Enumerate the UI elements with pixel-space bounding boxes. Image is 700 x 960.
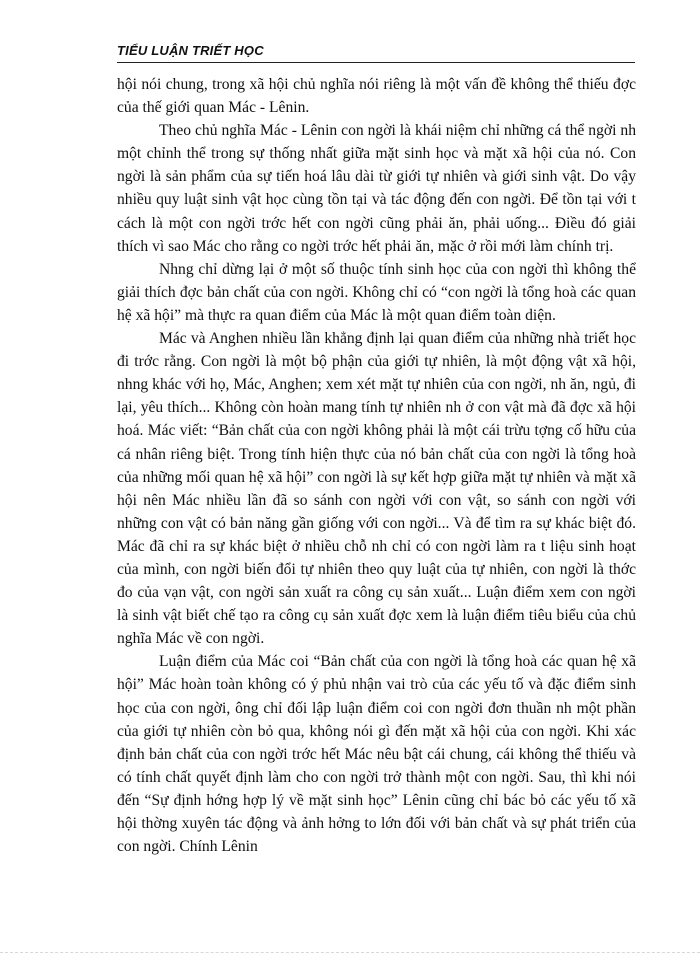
paragraph: Nhng chỉ dừng lại ở một số thuộc tính sinh học của con ngời thì không thể giải thích đợc bản chất của con ngời. Không chỉ có “con ngời là tổng hoà các quan hệ xã hội” mà thực ra quan điểm của Mác là một quan điểm toàn diện. (117, 260, 636, 324)
body-text (117, 73, 636, 858)
paragraph: Theo chủ nghĩa Mác - Lênin con ngời là khái niệm chỉ những cá thể ngời nh một chỉnh thể trong sự thống nhất giữa mặt sinh học và mặt xã hội của nó. Con ngời là sản phẩm của sự tiến hoá lâu dài từ giới tự nhiên và giới sinh vật. Do vậy nhiều quy luật sinh vật học cùng tồn tại và tác động đến con ngời. Để tồn tại với t cách là một con ngời trớc hết con ngời cũng phải ăn, phải uống... Điều đó giải thích vì sao Mác cho rằng co ngời trớc hết phải ăn, mặc ở rồi mới làm chính trị. (117, 122, 636, 255)
paragraph: Mác và Anghen nhiều lần khẳng định lại quan điểm của những nhà triết học đi trớc rằng. Con ngời là một bộ phận của giới tự nhiên, là một động vật xã hội, nhng khác với họ, Mác, Anghen; xem xét mặt tự nhiên của con ngời, nh ăn, ngủ, đi lại, yêu thích... Không còn hoàn mang tính tự nhiên nh ở con vật mà đã đợc xã hội hoá. Mác viết: “Bản chất của con ngời không phải là một cái trừu tợng cố hữu của cá nhân riêng biệt. Trong tính hiện thực của nó bản chất của con ngời là tổng hoà của những mối quan hệ xã hội” con ngời là sự kết hợp giữa mặt tự nhiên và mặt xã hội nên Mác nhiều lần đã so sánh con ngời với con vật, so sánh con ngời với những con vật có bản năng gần giống với con ngời... Và để tìm ra sự khác biệt đó. Mác đã chỉ ra sự khác biệt ở nhiều chỗ nh chỉ có con ngời làm ra t liệu sinh hoạt của mình, con ngời biến đổi tự nhiên theo quy luật của tự nhiên, con ngời là thớc đo của vạn vật, con ngời sản xuất ra công cụ sản xuất... Luận điểm xem con ngời là sinh vật biết chế tạo ra công cụ sản xuất đợc xem là luận điểm tiêu biểu của chủ nghĩa Mác về con ngời. (117, 330, 636, 648)
paragraph: hội nói chung, trong xã hội chủ nghĩa nói riêng là một vấn đề không thể thiếu đợc của thế giới quan Mác - Lênin. (117, 76, 636, 117)
page-header (117, 40, 635, 63)
page-footer-line (0, 952, 700, 953)
header-title: TIỂU LUẬN TRIẾT HỌC (117, 43, 264, 58)
paragraph: Luận điểm của Mác coi “Bản chất của con ngời là tổng hoà các quan hệ xã hội” Mác hoàn toàn không có ý phủ nhận vai trò của các yếu tố và đặc điểm sinh học của con ngời, ông chỉ đối lập luận điểm coi con ngời đơn thuần nh một phần của giới tự nhiên còn bỏ qua, không nói gì đến mặt xã hội của con ngời. Khi xác định bản chất của con ngời trớc hết Mác nêu bật cái chung, cái không thể thiếu và có tính chất quyết định làm cho con ngời trở thành một con ngời. Sau, thì khi nói đến “Sự định hớng hợp lý về mặt sinh học” Lênin cũng chỉ bác bỏ các yếu tố xã hội thờng xuyên tác động và ảnh hởng to lớn đối với bản chất và sự phát triển của con ngời. Chính Lênin (117, 653, 636, 856)
